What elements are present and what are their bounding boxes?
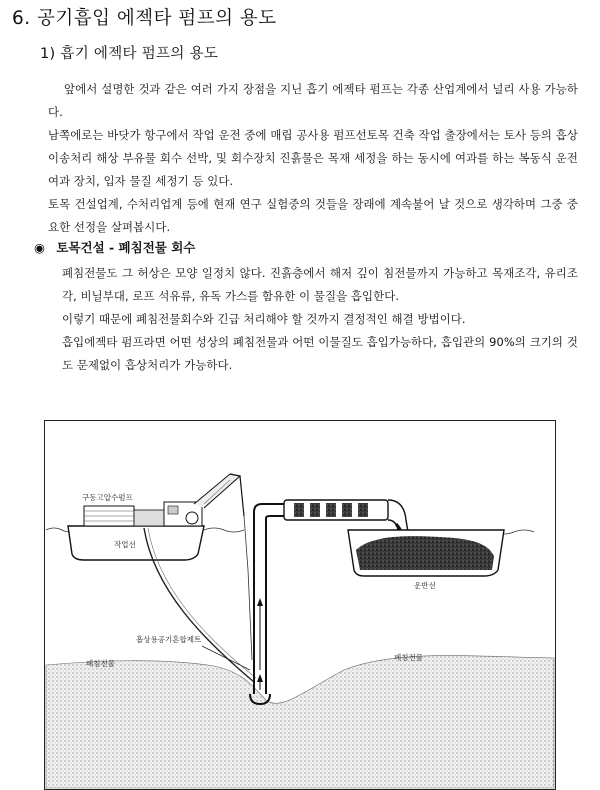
topic-paragraph-2: 이렇기 때문에 폐침전물회수와 긴급 처리해야 할 것까지 결정적인 해결 방법이다. (62, 312, 466, 326)
transport-ship-label: 운반선 (414, 581, 436, 590)
bullet-icon: ◉ (34, 240, 45, 255)
pump-label: 구동고압수펌프 (82, 493, 133, 502)
section-title: 6. 공기흡입 에젝타 펌프의 용도 (12, 8, 277, 29)
intro-paragraph-1: 앞에서 설명한 것과 같은 여러 가지 장점을 지닌 흡기 에젝타 펌프는 각종 산업계에서 널리 사용 가능하다. (48, 82, 578, 119)
topic-paragraph-1: 폐침전물도 그 허상은 모양 일정치 않다. 진흙층에서 해저 깊이 침전물까지 가능하고 목재조각, 유리조각, 비닐부대, 로프 석유류, 유독 가스를 함유한 이 물질을 흡입한다. (62, 266, 578, 303)
intro-paragraphs (48, 78, 578, 239)
ejector-label: 흡상용공기혼합제트 (136, 635, 202, 644)
work-ship-label: 작업선 (114, 540, 136, 549)
subsection-title: 1) 흡기 에젝타 펌프의 용도 (40, 46, 219, 62)
topic-paragraphs (62, 262, 578, 377)
intro-paragraph-3: 토목 건설업계, 수처리업계 등에 현재 연구 실험중의 것들을 장래에 계속불어 날 것으로 생각하며 그중 중요한 선정을 살펴봅시다. (48, 197, 578, 234)
sediment-left-label: 폐침전물 (86, 659, 115, 668)
topic-heading (34, 238, 195, 256)
transport-ship (348, 530, 504, 576)
dredging-diagram-svg (44, 420, 556, 790)
topic-paragraph-3: 흡입에젝타 펌프라면 어떤 성상의 폐침전물과 어떤 이물질도 흡입가능하다, 흡입관의 90%의 크기의 것도 문제없이 흡상처리가 가능하다. (62, 335, 578, 372)
sediment-right-label: 폐침전물 (394, 653, 423, 662)
dredging-diagram (44, 420, 556, 790)
intro-paragraph-2: 남쪽에로는 바닷가 항구에서 작업 운전 중에 매립 공사용 펌프선토목 건축 작업 출장에서는 토사 등의 흡상 이송처리 해상 부유물 회수 선박, 및 회수장치 진흙물은 목재 세정을 하는 동시에 여과를 하는 복동식 운전 여과 장치, 입자 물질 세정기 등 있다. (48, 128, 578, 188)
topic-title: 토목건설 - 폐침전물 회수 (56, 240, 196, 255)
